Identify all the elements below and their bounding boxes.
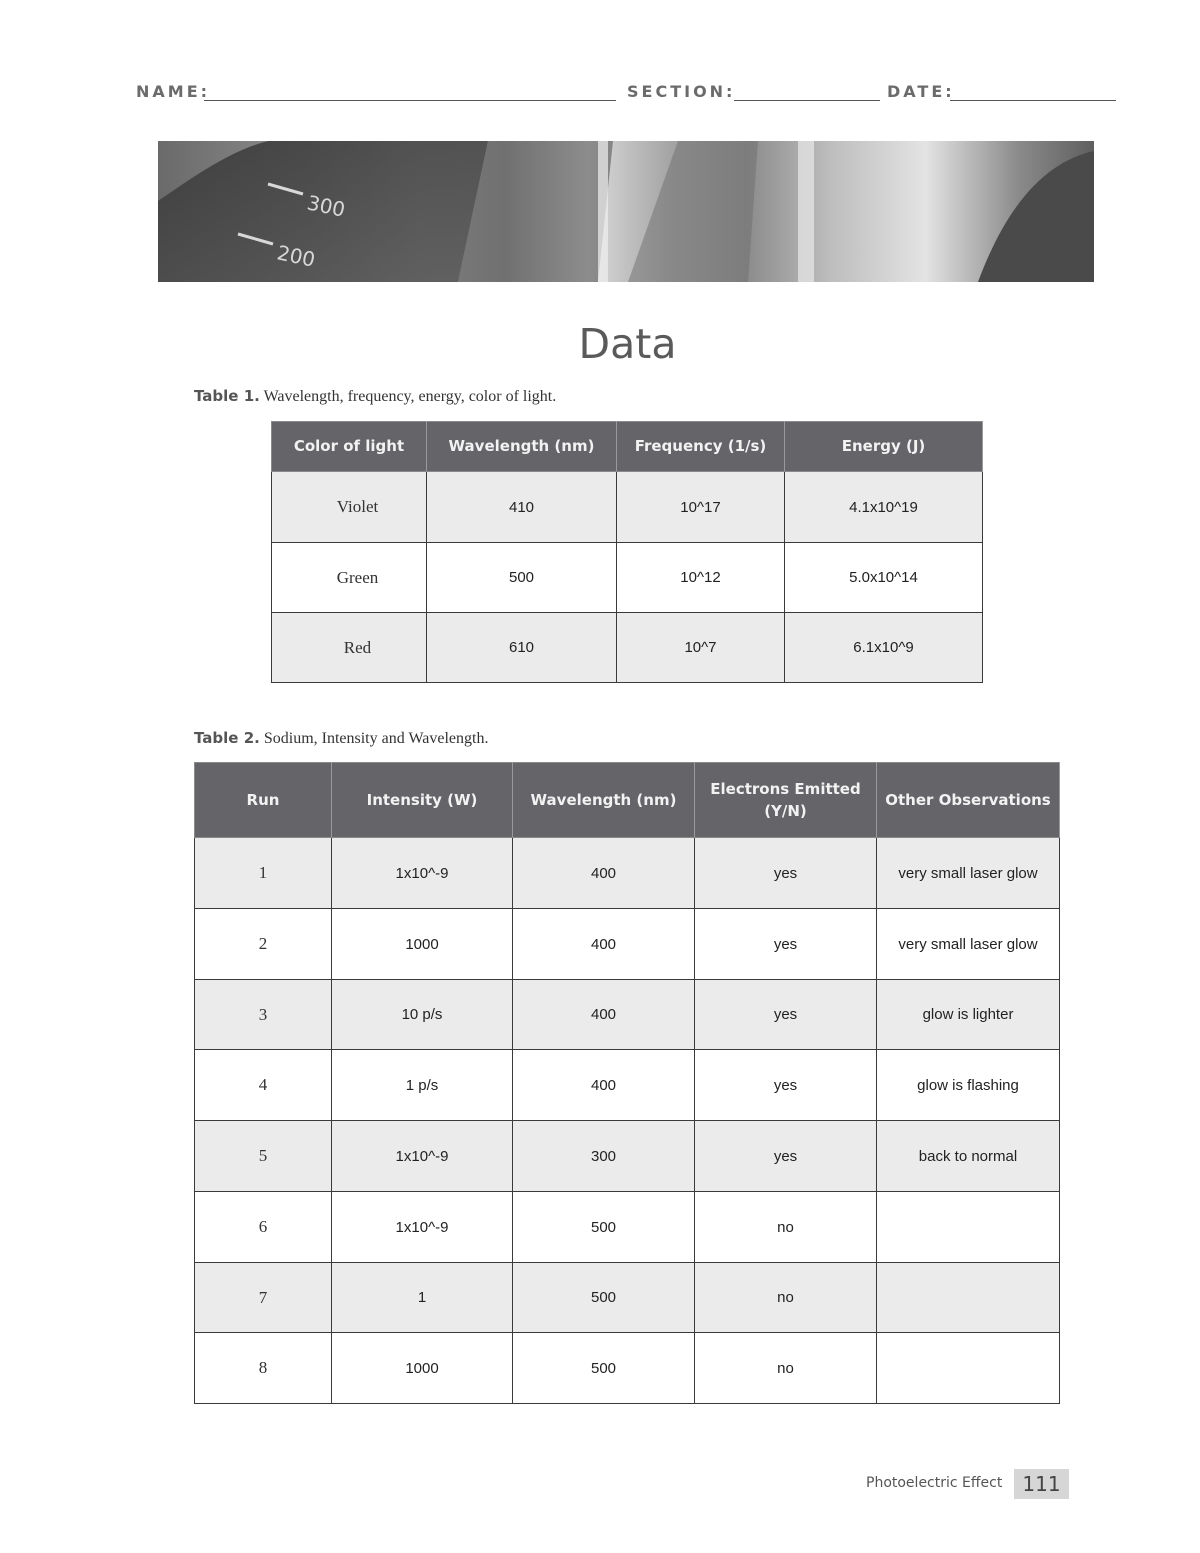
table-cell: 500	[513, 1263, 695, 1333]
table-cell: 1x10^-9	[332, 838, 513, 909]
table-row	[272, 472, 983, 543]
table-cell: 500	[427, 543, 617, 613]
table-row	[195, 1050, 1060, 1121]
table-row	[195, 909, 1060, 980]
table-cell: 400	[513, 838, 695, 909]
table-cell: 10^7	[617, 613, 785, 683]
table-cell: glow is lighter	[877, 980, 1060, 1050]
table-cell: 500	[513, 1192, 695, 1263]
table-cell: yes	[695, 838, 877, 909]
table-cell: Green	[272, 543, 427, 613]
table-cell: 1000	[332, 1333, 513, 1404]
table1-caption-text: Wavelength, frequency, energy, color of light.	[263, 388, 557, 405]
lab-glassware-banner	[158, 141, 1094, 282]
date-field[interactable]	[950, 100, 1116, 101]
table-cell: 5.0x10^14	[785, 543, 983, 613]
table-wavelength-frequency-energy	[271, 421, 983, 683]
table-cell: 4.1x10^19	[785, 472, 983, 543]
table-cell: 1x10^-9	[332, 1121, 513, 1192]
table-row	[195, 1192, 1060, 1263]
table-row	[195, 1121, 1060, 1192]
column-header: Other Observations	[877, 763, 1060, 838]
table-cell: 8	[195, 1333, 332, 1404]
table-cell: 400	[513, 1050, 695, 1121]
column-header: Wavelength (nm)	[427, 422, 617, 472]
table-cell: yes	[695, 909, 877, 980]
table-cell: yes	[695, 1050, 877, 1121]
table-cell: Violet	[272, 472, 427, 543]
table-row	[195, 980, 1060, 1050]
table-header-row	[195, 763, 1060, 838]
section-label: SECTION:	[627, 82, 736, 101]
page-title: Data	[578, 320, 677, 368]
table-cell: 4	[195, 1050, 332, 1121]
table1-caption-number: Table 1.	[194, 387, 260, 405]
table-cell: back to normal	[877, 1121, 1060, 1192]
table-cell	[877, 1192, 1060, 1263]
column-header: Color of light	[272, 422, 427, 472]
table-cell: 410	[427, 472, 617, 543]
table2-caption-text: Sodium, Intensity and Wavelength.	[263, 730, 489, 747]
table-row	[195, 1263, 1060, 1333]
table-cell	[877, 1263, 1060, 1333]
name-label: NAME:	[136, 82, 211, 101]
table-cell: 6	[195, 1192, 332, 1263]
table-cell: 500	[513, 1333, 695, 1404]
section-field[interactable]	[734, 100, 880, 101]
column-header: Energy (J)	[785, 422, 983, 472]
table-cell: 10^17	[617, 472, 785, 543]
table2-caption	[194, 729, 488, 748]
table-cell: yes	[695, 1121, 877, 1192]
column-header: Run	[195, 763, 332, 838]
page-number: 111	[1014, 1469, 1069, 1499]
table1-caption	[194, 387, 556, 406]
table-cell: 1 p/s	[332, 1050, 513, 1121]
table-cell: no	[695, 1333, 877, 1404]
table-cell: 1x10^-9	[332, 1192, 513, 1263]
table-cell: 10^12	[617, 543, 785, 613]
date-label: DATE:	[887, 82, 955, 101]
table-sodium-intensity-wavelength	[194, 762, 1060, 1404]
column-header: Intensity (W)	[332, 763, 513, 838]
table-cell: very small laser glow	[877, 909, 1060, 980]
table-cell: glow is flashing	[877, 1050, 1060, 1121]
banner-tick-200: 200	[274, 240, 318, 272]
table-cell: no	[695, 1263, 877, 1333]
table-cell: Red	[272, 613, 427, 683]
table-cell: 1	[332, 1263, 513, 1333]
table-cell: 610	[427, 613, 617, 683]
worksheet-header	[136, 82, 1116, 106]
column-header: Frequency (1/s)	[617, 422, 785, 472]
table-cell: 400	[513, 909, 695, 980]
column-header: Wavelength (nm)	[513, 763, 695, 838]
table-cell: 6.1x10^9	[785, 613, 983, 683]
table-row	[272, 613, 983, 683]
table-row	[195, 838, 1060, 909]
footer-chapter-title: Photoelectric Effect	[866, 1475, 1003, 1491]
table-cell: 5	[195, 1121, 332, 1192]
table-cell: 1000	[332, 909, 513, 980]
table-cell: 400	[513, 980, 695, 1050]
table-cell: yes	[695, 980, 877, 1050]
table-cell: 2	[195, 909, 332, 980]
table-cell: 7	[195, 1263, 332, 1333]
table-cell: no	[695, 1192, 877, 1263]
table-cell: 1	[195, 838, 332, 909]
table-cell: 10 p/s	[332, 980, 513, 1050]
table-cell	[877, 1333, 1060, 1404]
table-header-row	[272, 422, 983, 472]
table-cell: very small laser glow	[877, 838, 1060, 909]
banner-tick-300: 300	[304, 190, 348, 222]
column-header: Electrons Emitted (Y/N)	[695, 763, 877, 838]
table2-caption-number: Table 2.	[194, 729, 260, 747]
name-field[interactable]	[204, 100, 616, 101]
table-cell: 3	[195, 980, 332, 1050]
table-row	[272, 543, 983, 613]
table-row	[195, 1333, 1060, 1404]
table-cell: 300	[513, 1121, 695, 1192]
